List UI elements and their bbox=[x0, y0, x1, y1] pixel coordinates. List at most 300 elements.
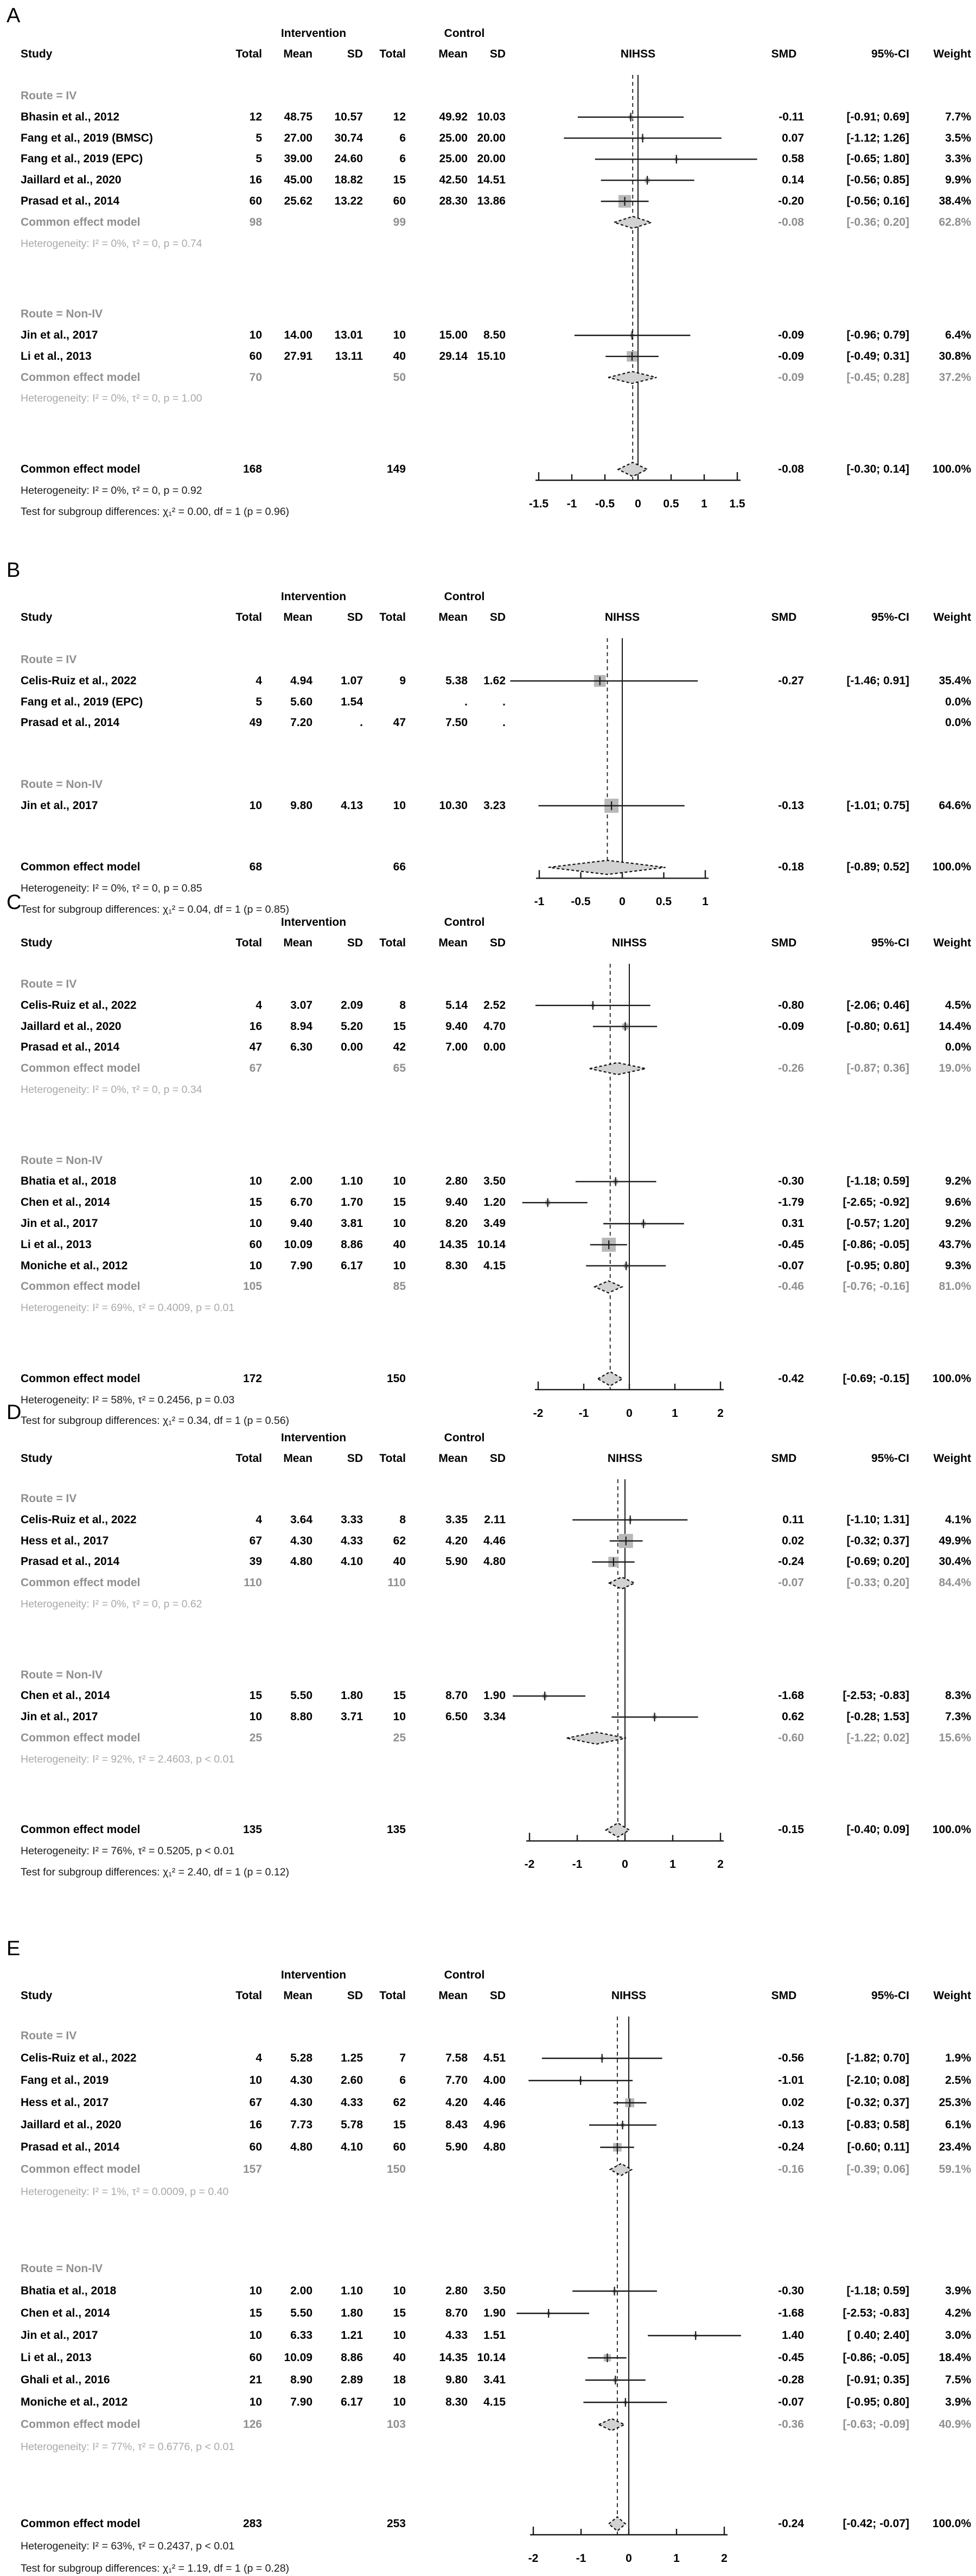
int-mean: 10.09 bbox=[284, 2351, 312, 2364]
x-axis-label: 1 bbox=[701, 498, 707, 510]
ctl-total: 60 bbox=[393, 195, 406, 207]
ctl-mean: 8.30 bbox=[445, 1259, 468, 1272]
ctl-total: 8 bbox=[399, 1513, 406, 1526]
int-sd: 13.11 bbox=[335, 349, 363, 362]
x-axis-label: -0.5 bbox=[595, 498, 615, 510]
int-sd: 8.86 bbox=[341, 1238, 363, 1251]
ctl-total: 10 bbox=[393, 2285, 406, 2297]
ci-value: [-0.28; 1.53] bbox=[846, 1710, 909, 1723]
summary-label: Common effect model bbox=[21, 1576, 141, 1589]
ci-value: [-1.12; 1.26] bbox=[846, 131, 909, 144]
smd-value: -1.79 bbox=[778, 1196, 804, 1209]
int-total: 15 bbox=[249, 1196, 262, 1209]
ctl-total: 47 bbox=[393, 716, 406, 729]
subgroup-diamond bbox=[608, 372, 656, 384]
int-sd: 24.60 bbox=[334, 152, 363, 166]
study-name: Chen et al., 2014 bbox=[21, 1689, 110, 1702]
header-outcome-nihss: NIHSS bbox=[611, 937, 647, 949]
weight-value: 8.3% bbox=[945, 1689, 971, 1702]
ctl-total: 10 bbox=[393, 1175, 406, 1188]
ctl-mean: 7.50 bbox=[445, 716, 468, 729]
heterogeneity-note: Heterogeneity: I² = 77%, τ² = 0.6776, p < 0.01 bbox=[21, 2441, 235, 2453]
int-sd: 1.21 bbox=[341, 2329, 363, 2342]
subgroup-test-note: Test for subgroup differences: χ₁² = 1.19, df = 1 (p = 0.28) bbox=[21, 2562, 290, 2574]
smd-value: -0.30 bbox=[778, 1175, 804, 1188]
int-total: 15 bbox=[249, 1689, 262, 1702]
subgroup-diamond bbox=[590, 1063, 646, 1074]
int-sd: 1.07 bbox=[341, 674, 363, 687]
ci-value: [-0.40; 0.09] bbox=[846, 1823, 909, 1836]
summary-label: Common effect model bbox=[21, 1280, 141, 1293]
ctl-mean: 4.20 bbox=[445, 1534, 468, 1547]
smd-value: -0.18 bbox=[778, 861, 804, 874]
int-total: 5 bbox=[256, 131, 262, 144]
int-total: 126 bbox=[243, 2418, 262, 2431]
study-name: Prasad et al., 2014 bbox=[21, 1041, 120, 1054]
header-int-sd: SD bbox=[347, 1989, 363, 2002]
study-name: Moniche et al., 2012 bbox=[21, 1259, 128, 1272]
heterogeneity-note: Heterogeneity: I² = 92%, τ² = 2.4603, p < 0.01 bbox=[21, 1753, 235, 1765]
int-mean: 4.94 bbox=[290, 674, 312, 687]
int-total: 10 bbox=[249, 329, 262, 341]
x-axis-label: -1 bbox=[534, 895, 545, 908]
weight-value: 4.5% bbox=[945, 998, 971, 1012]
ctl-total: 10 bbox=[393, 1217, 406, 1230]
ctl-mean: 8.20 bbox=[445, 1217, 468, 1230]
weight-value: 62.8% bbox=[939, 215, 971, 228]
ctl-sd: 1.90 bbox=[483, 1689, 506, 1702]
study-name: Chen et al., 2014 bbox=[21, 2307, 110, 2319]
int-mean: 5.50 bbox=[290, 1689, 312, 1702]
int-total: 60 bbox=[249, 1238, 262, 1251]
smd-value: 0.62 bbox=[782, 1710, 804, 1723]
study-name: Fang et al., 2019 (BMSC) bbox=[21, 131, 153, 144]
header-control: Control bbox=[444, 27, 485, 40]
heterogeneity-note: Heterogeneity: I² = 58%, τ² = 0.2456, p = 0.03 bbox=[21, 1394, 235, 1406]
ctl-total: 15 bbox=[393, 1689, 406, 1702]
ctl-sd: 1.62 bbox=[483, 674, 506, 687]
ctl-mean: 4.20 bbox=[445, 2096, 468, 2109]
smd-value: -0.08 bbox=[778, 215, 804, 228]
int-sd: 5.20 bbox=[341, 1020, 363, 1033]
overall-diamond bbox=[609, 2517, 626, 2531]
smd-value: -0.42 bbox=[778, 1372, 804, 1385]
ctl-sd: 14.51 bbox=[477, 174, 506, 187]
ctl-mean: 42.50 bbox=[439, 174, 468, 187]
ci-value: [-0.89; 0.52] bbox=[846, 861, 909, 874]
smd-value: -0.45 bbox=[778, 2351, 804, 2364]
int-sd: 5.78 bbox=[341, 2119, 363, 2131]
int-total: 21 bbox=[249, 2374, 262, 2386]
study-name: Prasad et al., 2014 bbox=[21, 195, 120, 207]
weight-value: 49.9% bbox=[939, 1534, 971, 1547]
study-name: Li et al., 2013 bbox=[21, 2351, 92, 2364]
ci-value: [-1.18; 0.59] bbox=[846, 2285, 909, 2297]
study-name: Jin et al., 2017 bbox=[21, 2329, 98, 2342]
int-mean: 9.80 bbox=[290, 799, 312, 812]
int-total: 67 bbox=[249, 1534, 262, 1547]
ci-value: [-1.46; 0.91] bbox=[846, 674, 909, 687]
subgroup-test-note: Test for subgroup differences: χ₁² = 0.04, df = 1 (p = 0.85) bbox=[21, 904, 290, 915]
ctl-total: 40 bbox=[393, 1555, 406, 1568]
weight-value: 81.0% bbox=[939, 1280, 971, 1293]
x-axis-label: 1.5 bbox=[729, 498, 745, 510]
ctl-total: 9 bbox=[399, 674, 406, 687]
int-total: 135 bbox=[243, 1823, 262, 1836]
ctl-total: 6 bbox=[399, 131, 406, 144]
study-name: Prasad et al., 2014 bbox=[21, 2141, 120, 2153]
header-intervention: Intervention bbox=[280, 1969, 347, 1981]
weight-value: 2.5% bbox=[945, 2074, 971, 2087]
int-mean: 6.33 bbox=[290, 2329, 312, 2342]
x-axis-label: -1 bbox=[566, 498, 577, 510]
heterogeneity-note: Heterogeneity: I² = 0%, τ² = 0, p = 0.92 bbox=[21, 484, 202, 497]
int-mean: 6.30 bbox=[290, 1041, 312, 1054]
int-total: 60 bbox=[249, 349, 262, 362]
int-mean: 5.60 bbox=[290, 695, 312, 708]
x-axis-label: 2 bbox=[717, 1407, 724, 1420]
ctl-sd: 3.50 bbox=[483, 2285, 506, 2297]
int-sd: 2.60 bbox=[341, 2074, 363, 2087]
study-name: Fang et al., 2019 bbox=[21, 2074, 109, 2087]
int-total: 157 bbox=[243, 2163, 262, 2176]
smd-value: -0.09 bbox=[778, 329, 804, 341]
x-axis-label: 0 bbox=[626, 1407, 633, 1420]
ctl-total: 150 bbox=[386, 1372, 406, 1385]
int-mean: 27.00 bbox=[284, 131, 312, 144]
int-total: 110 bbox=[244, 1576, 262, 1589]
ctl-total: 15 bbox=[393, 174, 406, 187]
overall-diamond bbox=[606, 1823, 629, 1837]
ctl-total: 40 bbox=[393, 2351, 406, 2364]
subgroup-label: Route = IV bbox=[21, 90, 77, 102]
header-control: Control bbox=[444, 1432, 485, 1444]
ctl-sd: . bbox=[502, 716, 506, 729]
x-axis-label: -2 bbox=[533, 1407, 544, 1420]
header-int-mean: Mean bbox=[283, 611, 312, 624]
int-mean: 48.75 bbox=[284, 110, 312, 123]
header-ctl-mean: Mean bbox=[438, 1452, 468, 1465]
smd-value: -0.09 bbox=[778, 349, 804, 362]
overall-diamond bbox=[618, 462, 647, 476]
ctl-total: 50 bbox=[393, 371, 406, 384]
int-mean: 4.30 bbox=[290, 2096, 312, 2109]
int-sd: 6.17 bbox=[341, 2396, 363, 2408]
int-mean: 7.20 bbox=[290, 716, 312, 729]
int-total: 4 bbox=[256, 2052, 262, 2064]
ci-value: [-1.82; 0.70] bbox=[846, 2052, 909, 2064]
ctl-total: 10 bbox=[393, 2329, 406, 2342]
overall-diamond bbox=[548, 860, 666, 874]
heterogeneity-note: Heterogeneity: I² = 0%, τ² = 0, p = 0.34 bbox=[21, 1084, 202, 1096]
ctl-total: 7 bbox=[399, 2052, 406, 2064]
ci-value: [-0.39; 0.06] bbox=[846, 2163, 909, 2176]
int-sd: 1.80 bbox=[341, 2307, 363, 2319]
summary-label: Common effect model bbox=[21, 2163, 141, 2176]
ctl-mean: 4.33 bbox=[445, 2329, 468, 2342]
heterogeneity-note: Heterogeneity: I² = 0%, τ² = 0, p = 1.00 bbox=[21, 392, 202, 405]
header-outcome-nihss: NIHSS bbox=[620, 48, 656, 60]
smd-value: -0.80 bbox=[778, 998, 804, 1012]
ctl-total: 18 bbox=[393, 2374, 406, 2386]
summary-label: Common effect model bbox=[21, 1732, 141, 1744]
smd-value: 0.02 bbox=[782, 2096, 804, 2109]
smd-value: -1.68 bbox=[778, 1689, 804, 1702]
ci-value: [-2.06; 0.46] bbox=[846, 998, 909, 1012]
panel-label-C: C bbox=[7, 891, 22, 914]
header-ci: 95%-CI bbox=[871, 937, 909, 949]
ci-value: [-0.36; 0.20] bbox=[846, 215, 909, 228]
int-mean: 7.90 bbox=[290, 1259, 312, 1272]
weight-value: 35.4% bbox=[939, 674, 971, 687]
subgroup-test-note: Test for subgroup differences: χ₁² = 2.40, df = 1 (p = 0.12) bbox=[21, 1866, 290, 1878]
summary-label: Common effect model bbox=[21, 1062, 141, 1075]
study-name: Celis-Ruiz et al., 2022 bbox=[21, 998, 137, 1012]
ctl-total: 110 bbox=[387, 1576, 406, 1589]
int-sd: 3.33 bbox=[341, 1513, 363, 1526]
int-sd: 6.17 bbox=[341, 1259, 363, 1272]
ci-value: [-2.53; -0.83] bbox=[843, 1689, 909, 1702]
x-axis-label: -0.5 bbox=[571, 895, 591, 908]
ci-value: [-0.45; 0.28] bbox=[846, 371, 909, 384]
weight-value: 7.5% bbox=[945, 2374, 971, 2386]
ctl-total: 25 bbox=[393, 1732, 406, 1744]
smd-value: -0.11 bbox=[779, 110, 804, 123]
weight-value: 25.3% bbox=[939, 2096, 971, 2109]
header-study: Study bbox=[21, 1452, 53, 1465]
int-total: 16 bbox=[249, 1020, 262, 1033]
int-total: 16 bbox=[249, 2119, 262, 2131]
ctl-sd: 10.03 bbox=[477, 110, 506, 123]
int-total: 10 bbox=[249, 2396, 262, 2408]
ctl-total: 99 bbox=[393, 215, 406, 228]
study-name: Jin et al., 2017 bbox=[21, 1217, 98, 1230]
int-total: 60 bbox=[249, 195, 262, 207]
header-int-total: Total bbox=[235, 1989, 262, 2002]
header-int-sd: SD bbox=[347, 937, 363, 949]
study-name: Hess et al., 2017 bbox=[21, 2096, 109, 2109]
header-ctl-mean: Mean bbox=[438, 48, 468, 60]
x-axis-label: 2 bbox=[717, 1858, 724, 1871]
int-mean: 7.73 bbox=[290, 2119, 312, 2131]
ctl-mean: 2.80 bbox=[445, 1175, 468, 1188]
ctl-total: 42 bbox=[393, 1041, 406, 1054]
header-weight: Weight bbox=[933, 48, 971, 60]
x-axis-label: 1 bbox=[702, 895, 709, 908]
int-mean: 27.91 bbox=[284, 349, 312, 362]
heterogeneity-note: Heterogeneity: I² = 69%, τ² = 0.4009, p = 0.01 bbox=[21, 1302, 235, 1314]
study-name: Jaillard et al., 2020 bbox=[21, 1020, 122, 1033]
ctl-mean: 25.00 bbox=[439, 152, 468, 166]
ctl-total: 85 bbox=[393, 1280, 406, 1293]
subgroup-label: Route = Non-IV bbox=[21, 2262, 103, 2275]
weight-value: 9.9% bbox=[945, 174, 971, 187]
smd-value: -0.24 bbox=[778, 1555, 804, 1568]
int-sd: 1.10 bbox=[341, 2285, 363, 2297]
ctl-total: 253 bbox=[386, 2517, 406, 2530]
int-sd: . bbox=[360, 716, 363, 729]
int-sd: 0.00 bbox=[341, 1041, 363, 1054]
int-sd: 8.86 bbox=[341, 2351, 363, 2364]
weight-value: 30.4% bbox=[939, 1555, 971, 1568]
ctl-mean: 5.14 bbox=[445, 998, 468, 1012]
x-axis-label: 1 bbox=[669, 1858, 676, 1871]
ctl-total: 40 bbox=[393, 1238, 406, 1251]
panel-label-D: D bbox=[7, 1401, 22, 1424]
smd-value: -0.07 bbox=[778, 1259, 804, 1272]
x-axis-label: 1 bbox=[672, 1407, 678, 1420]
header-ctl-total: Total bbox=[379, 1452, 406, 1465]
heterogeneity-note: Heterogeneity: I² = 0%, τ² = 0, p = 0.62 bbox=[21, 1598, 202, 1610]
header-intervention: Intervention bbox=[280, 916, 347, 928]
ctl-mean: 49.92 bbox=[439, 110, 468, 123]
study-name: Jin et al., 2017 bbox=[21, 329, 98, 341]
int-total: 25 bbox=[249, 1732, 262, 1744]
ci-value: [-2.53; -0.83] bbox=[843, 2307, 909, 2319]
ci-value: [-0.86; -0.05] bbox=[843, 1238, 909, 1251]
subgroup-diamond bbox=[567, 1732, 626, 1744]
x-axis-label: 2 bbox=[721, 2552, 728, 2565]
header-int-sd: SD bbox=[347, 1452, 363, 1465]
ctl-total: 150 bbox=[386, 2163, 406, 2176]
ctl-sd: 1.51 bbox=[483, 2329, 506, 2342]
weight-value: 6.4% bbox=[945, 329, 971, 341]
ctl-mean: 5.90 bbox=[445, 1555, 468, 1568]
ctl-total: 15 bbox=[393, 2307, 406, 2319]
ctl-mean: 8.70 bbox=[445, 1689, 468, 1702]
heterogeneity-note: Heterogeneity: I² = 63%, τ² = 0.2437, p < 0.01 bbox=[21, 2540, 235, 2552]
ctl-sd: 4.15 bbox=[483, 2396, 506, 2408]
header-outcome-nihss: NIHSS bbox=[604, 611, 640, 624]
int-mean: 2.00 bbox=[290, 2285, 312, 2297]
int-total: 10 bbox=[249, 2285, 262, 2297]
ctl-sd: 3.50 bbox=[483, 1175, 506, 1188]
header-ctl-mean: Mean bbox=[438, 1989, 468, 2002]
ctl-total: 40 bbox=[393, 349, 406, 362]
summary-label: Common effect model bbox=[21, 463, 141, 475]
int-mean: 25.62 bbox=[284, 195, 312, 207]
weight-value: 84.4% bbox=[939, 1576, 971, 1589]
smd-value: -0.36 bbox=[778, 2418, 804, 2431]
subgroup-diamond bbox=[609, 1577, 635, 1589]
ctl-sd: 3.49 bbox=[483, 1217, 506, 1230]
header-study: Study bbox=[21, 1989, 53, 2002]
smd-value: -0.27 bbox=[778, 674, 804, 687]
summary-label: Common effect model bbox=[21, 861, 141, 874]
int-total: 15 bbox=[249, 2307, 262, 2319]
ci-value: [-0.56; 0.85] bbox=[846, 174, 909, 187]
header-study: Study bbox=[21, 937, 53, 949]
x-axis-label: 0 bbox=[635, 498, 641, 510]
ctl-sd: 20.00 bbox=[477, 131, 506, 144]
ctl-total: 15 bbox=[393, 2119, 406, 2131]
smd-value: -0.46 bbox=[778, 1280, 804, 1293]
x-axis-label: -1.5 bbox=[528, 498, 549, 510]
ctl-sd: 4.46 bbox=[483, 1534, 506, 1547]
header-int-mean: Mean bbox=[283, 1452, 312, 1465]
ctl-sd: 8.50 bbox=[483, 329, 506, 341]
int-mean: 3.07 bbox=[290, 998, 312, 1012]
ctl-sd: 1.20 bbox=[483, 1196, 506, 1209]
ctl-total: 62 bbox=[393, 1534, 406, 1547]
int-total: 10 bbox=[249, 1710, 262, 1723]
ctl-sd: 10.14 bbox=[477, 2351, 506, 2364]
header-smd: SMD bbox=[771, 937, 797, 949]
ci-value: [-0.87; 0.36] bbox=[846, 1062, 909, 1075]
smd-value: 0.07 bbox=[782, 131, 804, 144]
smd-value: -0.09 bbox=[778, 371, 804, 384]
int-mean: 3.64 bbox=[290, 1513, 312, 1526]
int-mean: 7.90 bbox=[290, 2396, 312, 2408]
int-total: 4 bbox=[256, 674, 262, 687]
int-total: 10 bbox=[249, 1175, 262, 1188]
ci-value: [-0.86; -0.05] bbox=[843, 2351, 909, 2364]
int-total: 4 bbox=[256, 1513, 262, 1526]
subgroup-label: Route = Non-IV bbox=[21, 1668, 103, 1681]
header-weight: Weight bbox=[933, 611, 971, 624]
x-axis-label: 0.5 bbox=[655, 895, 672, 908]
header-int-total: Total bbox=[235, 937, 262, 949]
ci-value: [-0.32; 0.37] bbox=[846, 1534, 909, 1547]
study-name: Jin et al., 2017 bbox=[21, 1710, 98, 1723]
int-total: 60 bbox=[249, 2351, 262, 2364]
smd-value: -1.01 bbox=[778, 2074, 804, 2087]
panel-label-A: A bbox=[7, 4, 21, 27]
overall-diamond bbox=[598, 1372, 622, 1386]
smd-value: 0.58 bbox=[782, 152, 804, 166]
weight-value: 3.9% bbox=[945, 2285, 971, 2297]
ci-value: [-0.91; 0.69] bbox=[846, 110, 909, 123]
ci-value: [-1.01; 0.75] bbox=[846, 799, 909, 812]
int-total: 10 bbox=[249, 2074, 262, 2087]
int-sd: 1.10 bbox=[341, 1175, 363, 1188]
weight-value: 9.2% bbox=[945, 1217, 971, 1230]
weight-value: 64.6% bbox=[939, 799, 971, 812]
summary-label: Common effect model bbox=[21, 371, 141, 384]
smd-value: -0.60 bbox=[778, 1732, 804, 1744]
ci-value: [-0.80; 0.61] bbox=[846, 1020, 909, 1033]
int-mean: 4.80 bbox=[290, 2141, 312, 2153]
smd-value: -0.56 bbox=[778, 2052, 804, 2064]
ctl-sd: 4.46 bbox=[483, 2096, 506, 2109]
weight-value: 37.2% bbox=[939, 371, 971, 384]
int-mean: 8.90 bbox=[290, 2374, 312, 2386]
int-sd: 2.09 bbox=[341, 998, 363, 1012]
int-mean: 10.09 bbox=[284, 1238, 312, 1251]
int-mean: 8.94 bbox=[290, 1020, 312, 1033]
int-total: 10 bbox=[249, 1217, 262, 1230]
header-ctl-mean: Mean bbox=[438, 937, 468, 949]
header-outcome-nihss: NIHSS bbox=[611, 1989, 647, 2002]
weight-value: 18.4% bbox=[939, 2351, 971, 2364]
ctl-total: 15 bbox=[393, 1196, 406, 1209]
ci-value: [-2.10; 0.08] bbox=[846, 2074, 909, 2087]
ci-value: [-1.10; 1.31] bbox=[846, 1513, 909, 1526]
int-mean: 4.30 bbox=[290, 1534, 312, 1547]
header-int-total: Total bbox=[235, 48, 262, 60]
ci-value: [-0.56; 0.16] bbox=[846, 195, 909, 207]
ctl-sd: 20.00 bbox=[477, 152, 506, 166]
study-name: Bhasin et al., 2012 bbox=[21, 110, 120, 123]
int-mean: 39.00 bbox=[284, 152, 312, 166]
int-mean: 2.00 bbox=[290, 1175, 312, 1188]
weight-value: 0.0% bbox=[945, 695, 971, 708]
header-control: Control bbox=[444, 1969, 485, 1981]
weight-value: 4.2% bbox=[945, 2307, 971, 2319]
study-name: Jaillard et al., 2020 bbox=[21, 2119, 122, 2131]
ctl-sd: 4.15 bbox=[483, 1259, 506, 1272]
ctl-sd: 13.86 bbox=[477, 195, 506, 207]
